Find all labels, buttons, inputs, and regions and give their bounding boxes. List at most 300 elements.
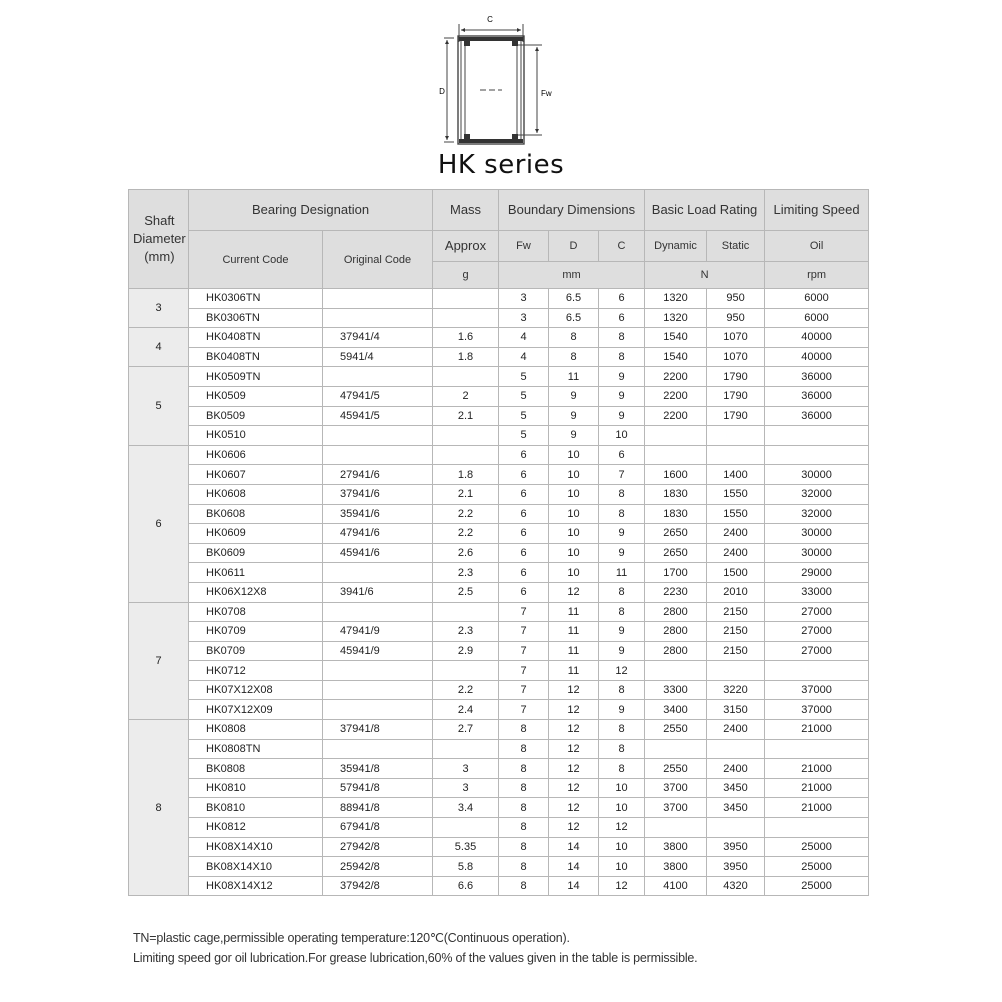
mass-cell: 2.2 — [433, 524, 499, 544]
header-bearing-designation: Bearing Designation — [189, 190, 433, 231]
dynamic-cell: 3400 — [645, 700, 707, 720]
dynamic-cell — [645, 818, 707, 838]
oil-speed-cell — [765, 661, 869, 681]
dynamic-cell: 2550 — [645, 759, 707, 779]
original-code-cell: 47941/5 — [323, 386, 433, 406]
static-cell: 2400 — [707, 720, 765, 740]
c-cell: 7 — [599, 465, 645, 485]
dynamic-cell: 1830 — [645, 504, 707, 524]
series-title: HK series — [437, 150, 565, 180]
current-code-cell: HK0609 — [189, 524, 323, 544]
current-code-cell: HK0708 — [189, 602, 323, 622]
fw-cell: 7 — [499, 700, 549, 720]
mass-cell: 2.3 — [433, 563, 499, 583]
d-cell: 8 — [549, 328, 599, 348]
table-row — [129, 347, 869, 367]
header-mass: Mass — [433, 190, 499, 231]
mass-cell — [433, 602, 499, 622]
dynamic-cell: 2200 — [645, 386, 707, 406]
fw-cell: 6 — [499, 484, 549, 504]
c-cell: 8 — [599, 680, 645, 700]
fw-cell: 7 — [499, 661, 549, 681]
dynamic-cell: 2200 — [645, 367, 707, 387]
header-oil: Oil — [765, 231, 869, 262]
table-row — [129, 484, 869, 504]
d-cell: 10 — [549, 445, 599, 465]
static-cell: 950 — [707, 308, 765, 328]
original-code-cell: 37941/6 — [323, 484, 433, 504]
current-code-cell: BK0609 — [189, 543, 323, 563]
d-cell: 9 — [549, 386, 599, 406]
current-code-cell: BK0509 — [189, 406, 323, 426]
fw-cell: 5 — [499, 406, 549, 426]
oil-speed-cell: 27000 — [765, 622, 869, 642]
mass-cell: 1.8 — [433, 347, 499, 367]
mass-cell: 6.6 — [433, 876, 499, 896]
table-row — [129, 289, 869, 309]
mass-cell: 2.9 — [433, 641, 499, 661]
mass-cell — [433, 739, 499, 759]
fw-cell: 6 — [499, 563, 549, 583]
static-cell: 950 — [707, 289, 765, 309]
c-cell: 12 — [599, 876, 645, 896]
header-dynamic: Dynamic — [645, 231, 707, 262]
fw-cell: 5 — [499, 367, 549, 387]
c-cell: 8 — [599, 739, 645, 759]
current-code-cell: HK0509TN — [189, 367, 323, 387]
current-code-cell: HK0607 — [189, 465, 323, 485]
mass-cell: 2.2 — [433, 504, 499, 524]
oil-speed-cell: 21000 — [765, 798, 869, 818]
header-dimension-unit: mm — [499, 262, 645, 289]
dimension-label-fw: Fw — [541, 89, 552, 98]
original-code-cell — [323, 367, 433, 387]
mass-cell: 3.4 — [433, 798, 499, 818]
mass-cell: 2.5 — [433, 582, 499, 602]
table-row — [129, 328, 869, 348]
d-cell: 11 — [549, 367, 599, 387]
fw-cell: 6 — [499, 465, 549, 485]
dynamic-cell: 2650 — [645, 543, 707, 563]
original-code-cell: 37941/8 — [323, 720, 433, 740]
c-cell: 8 — [599, 582, 645, 602]
oil-speed-cell: 32000 — [765, 504, 869, 524]
header-shaft-diameter-label: Shaft Diameter (mm) — [133, 213, 186, 264]
original-code-cell: 35941/6 — [323, 504, 433, 524]
table-row — [129, 818, 869, 838]
mass-cell: 2.3 — [433, 622, 499, 642]
fw-cell: 7 — [499, 622, 549, 642]
d-cell: 8 — [549, 347, 599, 367]
fw-cell: 3 — [499, 289, 549, 309]
original-code-cell: 37941/4 — [323, 328, 433, 348]
static-cell — [707, 739, 765, 759]
dynamic-cell: 2650 — [645, 524, 707, 544]
dynamic-cell: 2800 — [645, 641, 707, 661]
current-code-cell: BK0709 — [189, 641, 323, 661]
mass-cell — [433, 367, 499, 387]
dynamic-cell — [645, 426, 707, 446]
static-cell: 1790 — [707, 406, 765, 426]
header-boundary-dimensions: Boundary Dimensions — [499, 190, 645, 231]
d-cell: 14 — [549, 876, 599, 896]
original-code-cell: 45941/5 — [323, 406, 433, 426]
original-code-cell — [323, 289, 433, 309]
c-cell: 8 — [599, 484, 645, 504]
oil-speed-cell: 6000 — [765, 308, 869, 328]
fw-cell: 8 — [499, 818, 549, 838]
current-code-cell: BK0810 — [189, 798, 323, 818]
fw-cell: 6 — [499, 504, 549, 524]
dynamic-cell: 1320 — [645, 308, 707, 328]
oil-speed-cell: 30000 — [765, 543, 869, 563]
original-code-cell: 67941/8 — [323, 818, 433, 838]
oil-speed-cell: 6000 — [765, 289, 869, 309]
static-cell — [707, 818, 765, 838]
current-code-cell: BK08X14X10 — [189, 857, 323, 877]
dynamic-cell: 1600 — [645, 465, 707, 485]
fw-cell: 6 — [499, 582, 549, 602]
original-code-cell: 27941/6 — [323, 465, 433, 485]
current-code-cell: BK0608 — [189, 504, 323, 524]
table-row — [129, 622, 869, 642]
table-row — [129, 543, 869, 563]
dynamic-cell: 3700 — [645, 798, 707, 818]
table-row — [129, 739, 869, 759]
table-row — [129, 700, 869, 720]
table-row — [129, 778, 869, 798]
header-approx: Approx — [433, 231, 499, 262]
c-cell: 11 — [599, 563, 645, 583]
current-code-cell: HK08X14X10 — [189, 837, 323, 857]
static-cell: 2150 — [707, 602, 765, 622]
d-cell: 12 — [549, 739, 599, 759]
oil-speed-cell: 25000 — [765, 857, 869, 877]
c-cell: 6 — [599, 308, 645, 328]
dynamic-cell: 2200 — [645, 406, 707, 426]
static-cell: 2400 — [707, 524, 765, 544]
dynamic-cell: 3800 — [645, 857, 707, 877]
d-cell: 10 — [549, 484, 599, 504]
static-cell: 1070 — [707, 347, 765, 367]
table-row — [129, 308, 869, 328]
dynamic-cell: 1540 — [645, 328, 707, 348]
c-cell: 10 — [599, 778, 645, 798]
c-cell: 9 — [599, 386, 645, 406]
fw-cell: 6 — [499, 445, 549, 465]
table-row — [129, 798, 869, 818]
table-row — [129, 504, 869, 524]
c-cell: 6 — [599, 289, 645, 309]
shaft-diameter-cell: 7 — [129, 602, 189, 720]
current-code-cell: HK0812 — [189, 818, 323, 838]
oil-speed-cell: 30000 — [765, 524, 869, 544]
footnote-lubrication: Limiting speed gor oil lubrication.For grease lubrication,60% of the values given in the table is permissible. — [133, 951, 698, 965]
static-cell: 3950 — [707, 857, 765, 877]
oil-speed-cell: 33000 — [765, 582, 869, 602]
mass-cell — [433, 818, 499, 838]
dynamic-cell: 2230 — [645, 582, 707, 602]
oil-speed-cell — [765, 818, 869, 838]
current-code-cell: HK0509 — [189, 386, 323, 406]
mass-cell: 2.1 — [433, 406, 499, 426]
table-row — [129, 563, 869, 583]
fw-cell: 8 — [499, 720, 549, 740]
dynamic-cell: 1540 — [645, 347, 707, 367]
c-cell: 12 — [599, 661, 645, 681]
header-shaft-diameter — [129, 190, 189, 289]
current-code-cell: HK0606 — [189, 445, 323, 465]
static-cell — [707, 426, 765, 446]
current-code-cell: HK0306TN — [189, 289, 323, 309]
header-limiting-speed: Limiting Speed — [765, 190, 869, 231]
table-row — [129, 857, 869, 877]
shaft-diameter-cell: 6 — [129, 445, 189, 602]
oil-speed-cell: 36000 — [765, 386, 869, 406]
original-code-cell: 45941/9 — [323, 641, 433, 661]
c-cell: 10 — [599, 837, 645, 857]
table-row — [129, 426, 869, 446]
mass-cell: 2.7 — [433, 720, 499, 740]
c-cell: 9 — [599, 367, 645, 387]
oil-speed-cell: 36000 — [765, 406, 869, 426]
original-code-cell — [323, 739, 433, 759]
current-code-cell: BK0408TN — [189, 347, 323, 367]
static-cell: 2150 — [707, 641, 765, 661]
d-cell: 14 — [549, 837, 599, 857]
fw-cell: 8 — [499, 876, 549, 896]
table-row — [129, 641, 869, 661]
mass-cell: 1.8 — [433, 465, 499, 485]
d-cell: 12 — [549, 720, 599, 740]
current-code-cell: HK0808 — [189, 720, 323, 740]
oil-speed-cell: 21000 — [765, 720, 869, 740]
d-cell: 10 — [549, 524, 599, 544]
fw-cell: 8 — [499, 739, 549, 759]
c-cell: 8 — [599, 347, 645, 367]
d-cell: 9 — [549, 426, 599, 446]
oil-speed-cell: 21000 — [765, 778, 869, 798]
static-cell: 3950 — [707, 837, 765, 857]
d-cell: 6.5 — [549, 308, 599, 328]
footnotes — [133, 928, 697, 968]
oil-speed-cell: 21000 — [765, 759, 869, 779]
original-code-cell: 47941/9 — [323, 622, 433, 642]
d-cell: 12 — [549, 680, 599, 700]
oil-speed-cell: 36000 — [765, 367, 869, 387]
mass-cell: 2.4 — [433, 700, 499, 720]
static-cell: 1550 — [707, 504, 765, 524]
oil-speed-cell: 27000 — [765, 641, 869, 661]
dynamic-cell: 1320 — [645, 289, 707, 309]
current-code-cell: HK0611 — [189, 563, 323, 583]
dynamic-cell: 1830 — [645, 484, 707, 504]
header-basic-load-rating: Basic Load Rating — [645, 190, 765, 231]
table-row — [129, 386, 869, 406]
static-cell: 2010 — [707, 582, 765, 602]
fw-cell: 5 — [499, 386, 549, 406]
c-cell: 8 — [599, 504, 645, 524]
c-cell: 10 — [599, 857, 645, 877]
current-code-cell: HK0408TN — [189, 328, 323, 348]
static-cell: 2400 — [707, 759, 765, 779]
table-row — [129, 876, 869, 896]
mass-cell: 2.2 — [433, 680, 499, 700]
oil-speed-cell: 25000 — [765, 837, 869, 857]
d-cell: 12 — [549, 818, 599, 838]
header-c: C — [599, 231, 645, 262]
table-row — [129, 406, 869, 426]
table-row — [129, 582, 869, 602]
static-cell: 2400 — [707, 543, 765, 563]
fw-cell: 7 — [499, 602, 549, 622]
static-cell: 3150 — [707, 700, 765, 720]
fw-cell: 7 — [499, 641, 549, 661]
current-code-cell: HK06X12X8 — [189, 582, 323, 602]
fw-cell: 8 — [499, 778, 549, 798]
d-cell: 10 — [549, 504, 599, 524]
current-code-cell: HK0810 — [189, 778, 323, 798]
fw-cell: 8 — [499, 857, 549, 877]
oil-speed-cell: 40000 — [765, 347, 869, 367]
oil-speed-cell: 37000 — [765, 680, 869, 700]
current-code-cell: HK0510 — [189, 426, 323, 446]
oil-speed-cell: 29000 — [765, 563, 869, 583]
oil-speed-cell: 32000 — [765, 484, 869, 504]
d-cell: 12 — [549, 759, 599, 779]
d-cell: 12 — [549, 582, 599, 602]
static-cell: 4320 — [707, 876, 765, 896]
oil-speed-cell: 30000 — [765, 465, 869, 485]
static-cell: 3450 — [707, 778, 765, 798]
oil-speed-cell: 27000 — [765, 602, 869, 622]
current-code-cell: HK07X12X09 — [189, 700, 323, 720]
original-code-cell: 25942/8 — [323, 857, 433, 877]
dynamic-cell — [645, 661, 707, 681]
c-cell: 8 — [599, 602, 645, 622]
original-code-cell — [323, 661, 433, 681]
fw-cell: 6 — [499, 524, 549, 544]
d-cell: 12 — [549, 778, 599, 798]
oil-speed-cell: 40000 — [765, 328, 869, 348]
dynamic-cell: 1700 — [645, 563, 707, 583]
mass-cell: 2.6 — [433, 543, 499, 563]
static-cell: 1070 — [707, 328, 765, 348]
dynamic-cell: 4100 — [645, 876, 707, 896]
d-cell: 11 — [549, 602, 599, 622]
c-cell: 9 — [599, 524, 645, 544]
d-cell: 11 — [549, 641, 599, 661]
current-code-cell: HK0808TN — [189, 739, 323, 759]
original-code-cell — [323, 426, 433, 446]
current-code-cell: HK0608 — [189, 484, 323, 504]
original-code-cell: 27942/8 — [323, 837, 433, 857]
dynamic-cell: 3800 — [645, 837, 707, 857]
fw-cell: 6 — [499, 543, 549, 563]
dynamic-cell: 3700 — [645, 778, 707, 798]
current-code-cell: BK0808 — [189, 759, 323, 779]
mass-cell — [433, 289, 499, 309]
header-mass-unit: g — [433, 262, 499, 289]
original-code-cell — [323, 700, 433, 720]
c-cell: 9 — [599, 622, 645, 642]
c-cell: 6 — [599, 445, 645, 465]
mass-cell — [433, 445, 499, 465]
shaft-diameter-cell: 5 — [129, 367, 189, 445]
original-code-cell: 57941/8 — [323, 778, 433, 798]
static-cell: 1790 — [707, 386, 765, 406]
header-current-code: Current Code — [189, 231, 323, 289]
oil-speed-cell: 37000 — [765, 700, 869, 720]
d-cell: 11 — [549, 661, 599, 681]
header-load-unit: N — [645, 262, 765, 289]
c-cell: 12 — [599, 818, 645, 838]
d-cell: 6.5 — [549, 289, 599, 309]
static-cell: 3220 — [707, 680, 765, 700]
table-row — [129, 759, 869, 779]
spec-table-body — [129, 289, 869, 896]
c-cell: 9 — [599, 543, 645, 563]
header-static: Static — [707, 231, 765, 262]
static-cell: 1550 — [707, 484, 765, 504]
original-code-cell: 88941/8 — [323, 798, 433, 818]
d-cell: 10 — [549, 465, 599, 485]
oil-speed-cell — [765, 445, 869, 465]
current-code-cell: HK0712 — [189, 661, 323, 681]
c-cell: 9 — [599, 700, 645, 720]
shaft-diameter-cell: 3 — [129, 289, 189, 328]
mass-cell — [433, 426, 499, 446]
fw-cell: 4 — [499, 347, 549, 367]
original-code-cell: 3941/6 — [323, 582, 433, 602]
table-row — [129, 661, 869, 681]
oil-speed-cell — [765, 739, 869, 759]
static-cell: 1790 — [707, 367, 765, 387]
current-code-cell: BK0306TN — [189, 308, 323, 328]
table-row — [129, 465, 869, 485]
original-code-cell: 35941/8 — [323, 759, 433, 779]
d-cell: 10 — [549, 563, 599, 583]
fw-cell: 4 — [499, 328, 549, 348]
mass-cell: 3 — [433, 778, 499, 798]
static-cell: 1500 — [707, 563, 765, 583]
footnote-cage: TN=plastic cage,permissible operating temperature:120℃(Continuous operation). — [133, 931, 570, 945]
fw-cell: 8 — [499, 837, 549, 857]
header-original-code: Original Code — [323, 231, 433, 289]
oil-speed-cell: 25000 — [765, 876, 869, 896]
table-row — [129, 367, 869, 387]
fw-cell: 5 — [499, 426, 549, 446]
mass-cell — [433, 661, 499, 681]
mass-cell: 2.1 — [433, 484, 499, 504]
original-code-cell: 45941/6 — [323, 543, 433, 563]
dynamic-cell: 2550 — [645, 720, 707, 740]
d-cell: 12 — [549, 700, 599, 720]
c-cell: 8 — [599, 759, 645, 779]
original-code-cell — [323, 563, 433, 583]
header-speed-unit: rpm — [765, 262, 869, 289]
d-cell: 10 — [549, 543, 599, 563]
bearing-spec-table — [128, 189, 869, 896]
current-code-cell: HK08X14X12 — [189, 876, 323, 896]
header-d: D — [549, 231, 599, 262]
static-cell — [707, 661, 765, 681]
original-code-cell — [323, 602, 433, 622]
static-cell: 1400 — [707, 465, 765, 485]
table-row — [129, 445, 869, 465]
original-code-cell: 37942/8 — [323, 876, 433, 896]
dynamic-cell — [645, 445, 707, 465]
